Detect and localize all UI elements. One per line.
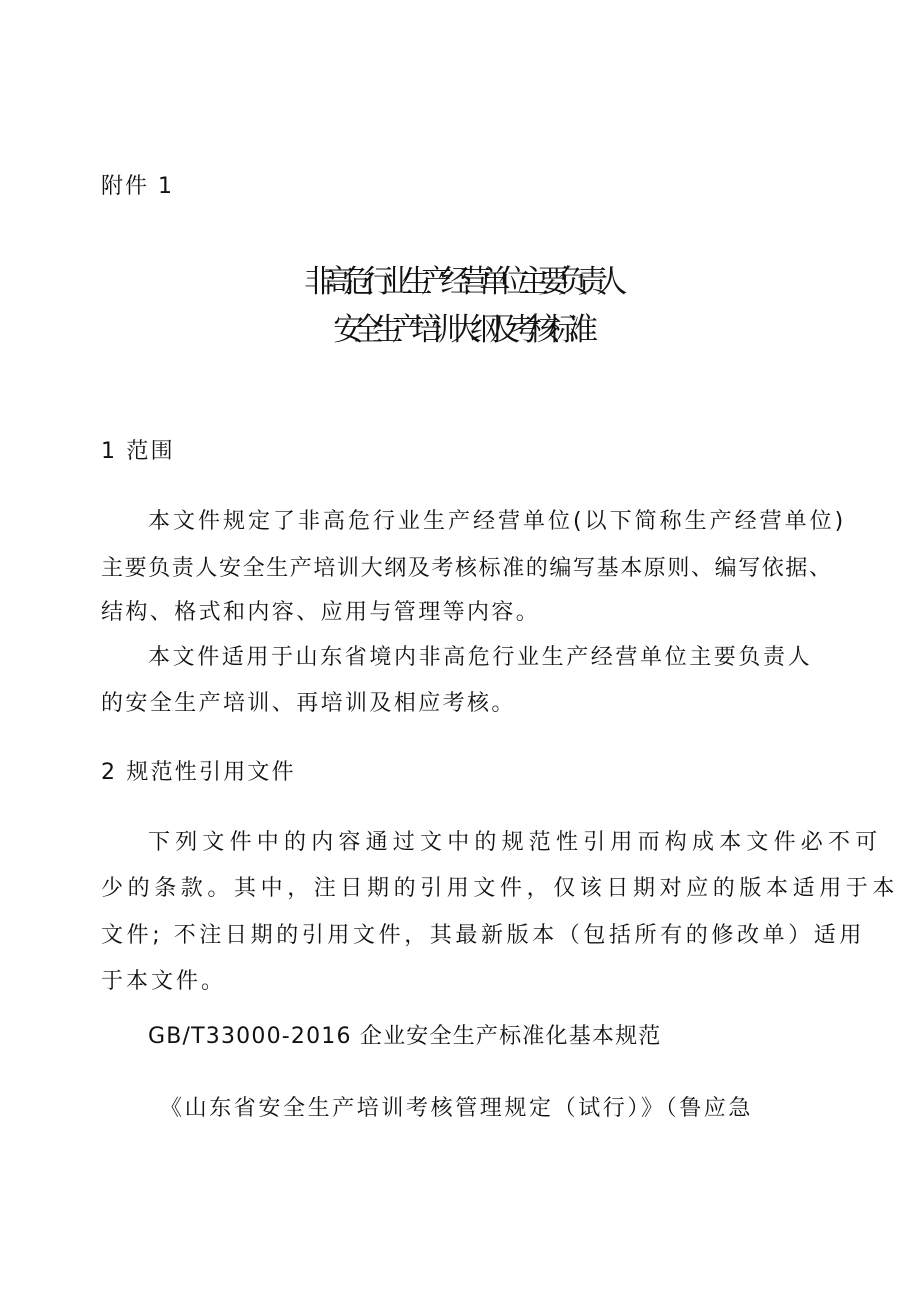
section-1-paragraph-1-line-2: 主要负责人安全生产培训大纲及考核标准的编写基本原则、编写依据、 <box>101 556 833 581</box>
section-1-paragraph-1-line-3: 结构、格式和内容、应用与管理等内容。 <box>101 600 541 625</box>
section-2-paragraph-line-4: 于本文件。 <box>101 969 227 994</box>
document-title-line-2: 安全生产培训大纲及考核标准 <box>333 312 587 348</box>
section-2-paragraph-line-1: 下列文件中的内容通过文中的规范性引用而构成本文件必不可 <box>148 830 883 855</box>
section-1-paragraph-2-line-2: 的安全生产培训、再培训及相应考核。 <box>101 691 516 716</box>
section-1-paragraph-2-line-1: 本文件适用于山东省境内非高危行业生产经营单位主要负责人 <box>148 645 813 670</box>
section-1-heading: 1 范围 <box>101 439 175 464</box>
reference-item-1: GB/T33000-2016 企业安全生产标准化基本规范 <box>148 1024 662 1049</box>
attachment-label: 附件 1 <box>101 174 174 199</box>
document-title-line-1: 非高危行业生产经营单位主要负责人 <box>304 264 616 300</box>
section-2-heading: 2 规范性引用文件 <box>101 760 296 785</box>
section-2-paragraph-line-2: 少的条款。其中，注日期的引用文件，仅该日期对应的版本适用于本 <box>101 876 900 901</box>
section-1-paragraph-1-line-1: 本文件规定了非高危行业生产经营单位(以下简称生产经营单位) <box>148 509 847 534</box>
section-2-paragraph-line-3: 文件; 不注日期的引用文件，其最新版本（包括所有的修改单）适用 <box>101 923 866 948</box>
reference-item-2: 《山东省安全生产培训考核管理规定（试行）》（鲁应急 <box>160 1096 754 1121</box>
